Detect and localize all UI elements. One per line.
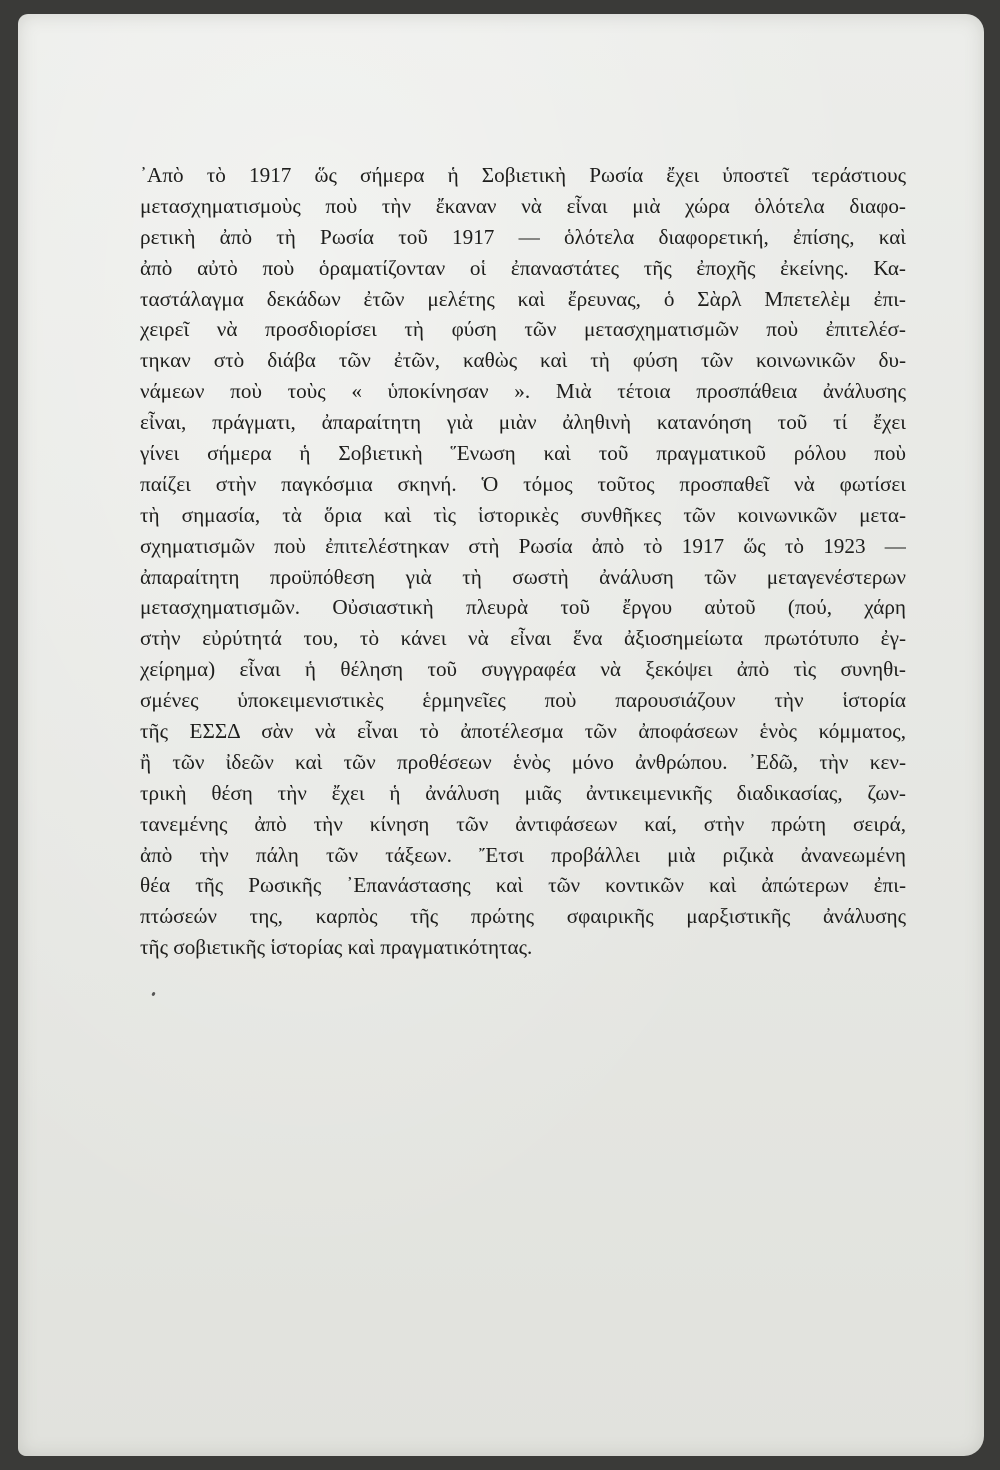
blurb-line: τῆς ΕΣΣΔ σὰν νὰ εἶναι τὸ ἀποτέλεσμα τῶν ἀποφάσεων ἑνὸς κόμματος,	[140, 719, 906, 744]
blurb-line: τανεμένης ἀπὸ τὴν κίνηση τῶν ἀντιφάσεων καί, στὴν πρώτη σειρά,	[140, 811, 906, 836]
blurb-line: στὴν εὐρύτητά του, τὸ κάνει νὰ εἶναι ἕνα ἀξιοσημείωτα πρωτότυπο ἐγ-	[140, 626, 906, 651]
blurb-paragraph	[140, 160, 906, 963]
blurb-line: τῆς σοβιετικῆς ἱστορίας καὶ πραγματικότητας.	[140, 935, 533, 960]
blurb-line: τὴ σημασία, τὰ ὅρια καὶ τὶς ἱστορικὲς συνθῆκες τῶν κοινωνικῶν μετα-	[140, 502, 906, 527]
blurb-line: ἀπαραίτητη προϋπόθεση γιὰ τὴ σωστὴ ἀνάλυση τῶν μεταγενέστερων	[140, 564, 906, 589]
book-back-cover	[18, 14, 984, 1456]
blurb-line: ἢ τῶν ἰδεῶν καὶ τῶν προθέσεων ἑνὸς μόνο ἀνθρώπου. ᾿Εδῶ, τὴν κεν-	[140, 749, 906, 774]
blurb-line: νάμεων ποὺ τοὺς « ὑποκίνησαν ». Μιὰ τέτοια προσπάθεια ἀνάλυσης	[140, 379, 906, 404]
blurb-line: πτώσεών της, καρπὸς τῆς πρώτης σφαιρικῆς μαρξιστικῆς ἀνάλυσης	[140, 904, 906, 929]
blurb-line: ταστάλαγμα δεκάδων ἐτῶν μελέτης καὶ ἔρευνας, ὁ Σὰρλ Μπετελὲμ ἐπι-	[140, 286, 906, 311]
blurb-line: ᾿Απὸ τὸ 1917 ὥς σήμερα ἡ Σοβιετικὴ Ρωσία ἔχει ὑποστεῖ τεράστιους	[140, 163, 906, 187]
blurb-line: μετασχηματισμῶν. Οὐσιαστικὴ πλευρὰ τοῦ ἔργου αὐτοῦ (πού, χάρη	[140, 595, 906, 620]
blurb-line: τρικὴ θέση τὴν ἔχει ἡ ἀνάλυση μιᾶς ἀντικειμενικῆς διαδικασίας, ζων-	[140, 780, 906, 805]
blurb-line: τηκαν στὸ διάβα τῶν ἐτῶν, καθὼς καὶ τὴ φύση τῶν κοινωνικῶν δυ-	[140, 348, 906, 373]
blurb-line: μετασχηματισμοὺς ποὺ τὴν ἔκαναν νὰ εἶναι μιὰ χώρα ὁλότελα διαφο-	[140, 193, 906, 218]
blurb-line: θέα τῆς Ρωσικῆς ᾿Επανάστασης καὶ τῶν κοντικῶν καὶ ἀπώτερων ἐπι-	[140, 873, 906, 898]
blurb-line: χειρεῖ νὰ προσδιορίσει τὴ φύση τῶν μετασχηματισμῶν ποὺ ἐπιτελέσ-	[140, 317, 906, 342]
blurb-line: χείρημα) εἶναι ἡ θέληση τοῦ συγγραφέα νὰ ξεκόψει ἀπὸ τὶς συνηθι-	[140, 657, 906, 682]
blurb-line: ἀπὸ τὴν πάλη τῶν τάξεων. Ἔτσι προβάλλει μιὰ ριζικὰ ἀνανεωμένη	[140, 842, 906, 867]
blurb-line: σμένες ὑποκειμενιστικὲς ἑρμηνεῖες ποὺ παρουσιάζουν τὴν ἱστορία	[140, 688, 906, 713]
blurb-line: εἶναι, πράγματι, ἀπαραίτητη γιὰ μιὰν ἀληθινὴ κατανόηση τοῦ τί ἔχει	[140, 410, 906, 435]
blurb-line: γίνει σήμερα ἡ Σοβιετικὴ Ἕνωση καὶ τοῦ πραγματικοῦ ρόλου ποὺ	[140, 441, 906, 466]
blurb-line: σχηματισμῶν ποὺ ἐπιτελέστηκαν στὴ Ρωσία ἀπὸ τὸ 1917 ὥς τὸ 1923 —	[140, 533, 906, 558]
blurb-line: ἀπὸ αὐτὸ ποὺ ὁραματίζονταν οἱ ἐπαναστάτες τῆς ἐποχῆς ἐκείνης. Κα-	[140, 255, 906, 280]
blurb-line: παίζει στὴν παγκόσμια σκηνή. Ὁ τόμος τοῦτος προσπαθεῖ νὰ φωτίσει	[140, 471, 906, 496]
blurb-line: ρετικὴ ἀπὸ τὴ Ρωσία τοῦ 1917 — ὁλότελα διαφορετική, ἐπίσης, καὶ	[140, 224, 906, 249]
paper-speck	[151, 992, 156, 997]
